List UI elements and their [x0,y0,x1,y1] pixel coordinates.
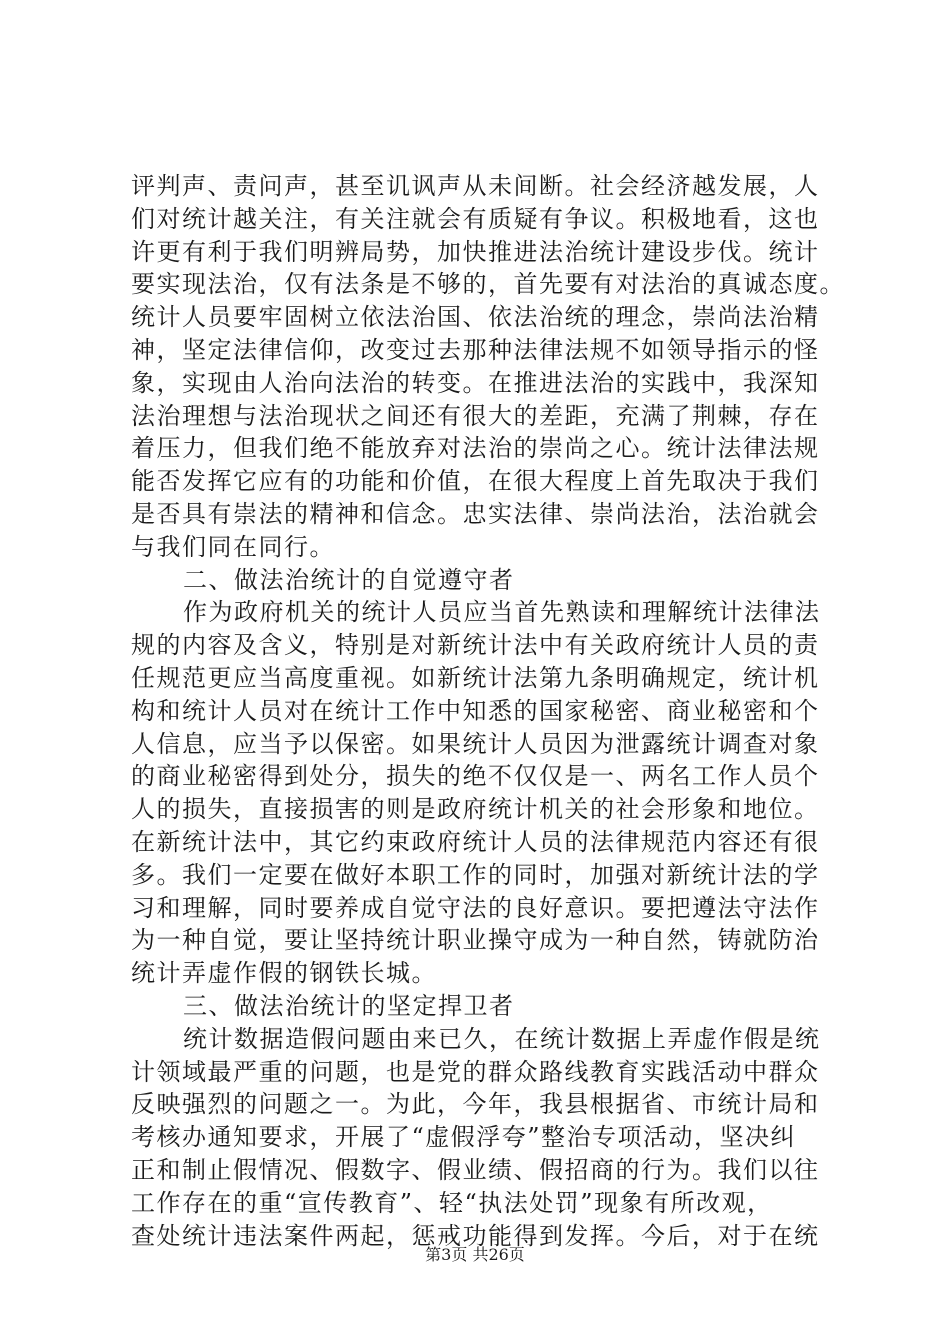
text-line: 计领域最严重的问题，也是党的群众路线教育实践活动中群众 [131,1057,820,1086]
text-line: 法治理想与法治现状之间还有很大的差距，充满了荆棘，存在 [131,401,820,430]
text-line: 神，坚定法律信仰，改变过去那种法律法规不如领导指示的怪 [131,335,820,364]
text-line: 与我们同在同行。 [131,532,335,561]
text-line: 构和统计人员对在统计工作中知悉的国家秘密、商业秘密和个 [131,696,820,725]
text-line: 多。我们一定要在做好本职工作的同时，加强对新统计法的学 [131,860,820,889]
text-line: 统计人员要牢固树立依法治国、依法治统的理念，崇尚法治精 [131,303,820,332]
text-line: 们对统计越关注，有关注就会有质疑有争议。积极地看，这也 [131,204,820,233]
text-line: 象，实现由人治向法治的转变。在推进法治的实践中，我深知 [131,368,820,397]
text-line: 工作存在的重“宣传教育”、轻“执法处罚”现象有所改观， [131,1188,773,1217]
text-line: 要实现法治，仅有法条是不够的，首先要有对法治的真诚态度。 [131,270,845,299]
text-line: 习和理解，同时要养成自觉守法的良好意识。要把遵法守法作 [131,893,820,922]
text-line: 评判声、责问声，甚至讥讽声从未间断。社会经济越发展，人 [131,172,820,200]
text-line: 为一种自觉，要让坚持统计职业操守成为一种自然，铸就防治 [131,926,820,955]
body-text [131,170,845,1252]
text-line: 人信息，应当予以保密。如果统计人员因为泄露统计调查对象 [131,729,820,758]
page-number: 第3页 共26页 [425,1245,525,1264]
page-footer [0,1245,950,1265]
text-line: 的商业秘密得到处分，损失的绝不仅仅是一、两名工作人员个 [131,762,820,791]
text-line: 作为政府机关的统计人员应当首先熟读和理解统计法律法 [183,598,821,627]
text-line: 能否发挥它应有的功能和价值，在很大程度上首先取决于我们 [131,467,820,496]
text-line: 任规范更应当高度重视。如新统计法第九条明确规定，统计机 [131,663,820,692]
text-line: 反映强烈的问题之一。为此，今年，我县根据省、市统计局和 [131,1090,820,1119]
text-line: 查处统计违法案件两起，惩戒功能得到发挥。今后，对于在统 [131,1221,820,1250]
text-line: 规的内容及含义，特别是对新统计法中有关政府统计人员的责 [131,631,820,660]
text-line: 考核办通知要求，开展了“虚假浮夸”整治专项活动，坚决纠 [131,1123,797,1152]
section-heading: 三、做法治统计的坚定捍卫者 [183,991,515,1020]
text-line: 着压力，但我们绝不能放弃对法治的崇尚之心。统计法律法规 [131,434,820,463]
section-heading: 二、做法治统计的自觉遵守者 [183,565,515,594]
text-line: 是否具有崇法的精神和信念。忠实法律、崇尚法治，法治就会 [131,499,820,528]
text-line: 在新统计法中，其它约束政府统计人员的法律规范内容还有很 [131,827,820,856]
text-line: 统计弄虚作假的钢铁长城。 [131,959,437,988]
text-line: 人的损失，直接损害的则是政府统计机关的社会形象和地位。 [131,795,820,824]
text-line: 正和制止假情况、假数字、假业绩、假招商的行为。我们以往 [131,1155,820,1184]
text-line: 许更有利于我们明辨局势，加快推进法治统计建设步伐。统计 [131,237,820,266]
text-line: 统计数据造假问题由来已久，在统计数据上弄虚作假是统 [183,1024,821,1053]
